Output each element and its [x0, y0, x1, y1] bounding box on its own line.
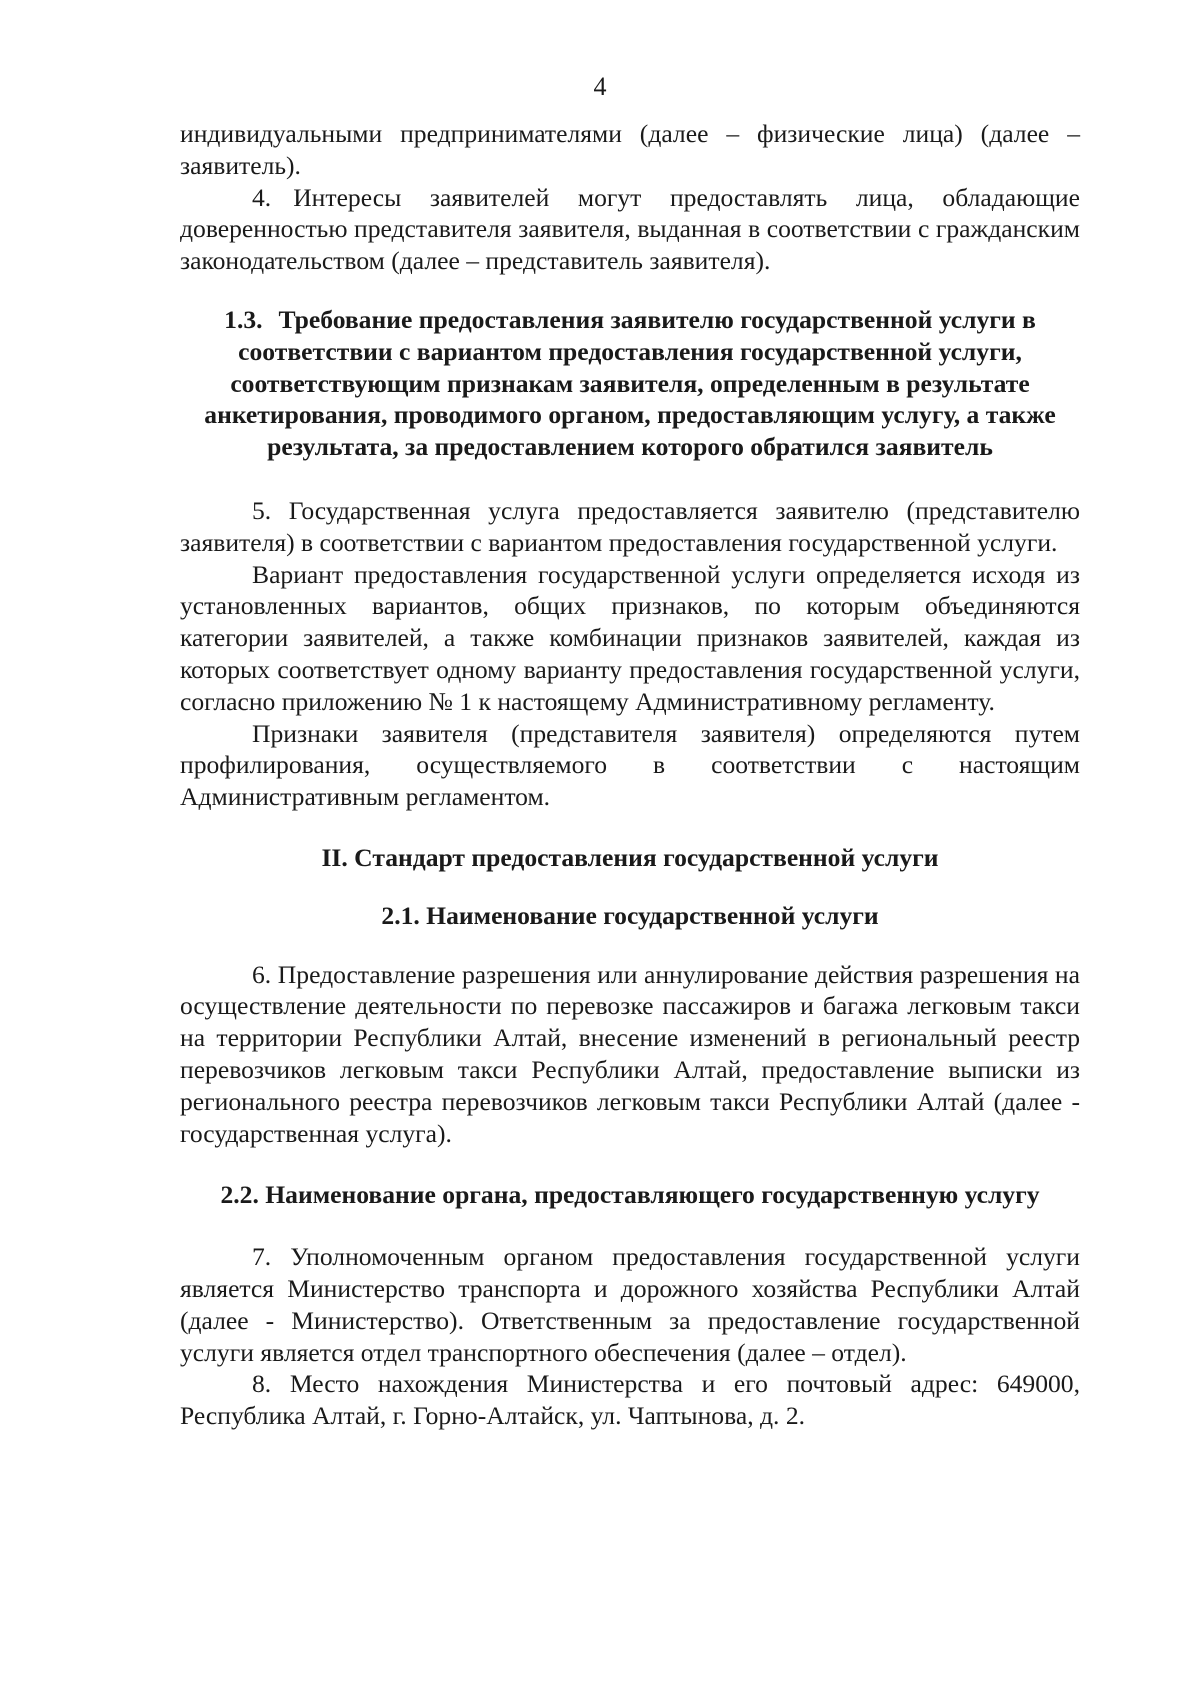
- paragraph-5: 5. Государственная услуга предоставляется заявителю (представителю заявителя) в соответствии с вариантом предоставления государственной услуги.: [180, 495, 1080, 557]
- section-1-3-title: Требование предоставления заявителю государственной услуги в соответствии с вариантом предоставления государственной услуги, соответствующим признакам заявителя, определенным в результате анкетирования, проводимого органом, предоставляющим услугу, а также результата, за предоставлением которого обратился заявитель: [204, 304, 1056, 462]
- section-1-3-number: 1.3.: [224, 304, 263, 334]
- section-2-1-heading: 2.1. Наименование государственной услуги: [381, 900, 879, 930]
- paragraph-6: 6. Предоставление разрешения или аннулирование действия разрешения на осуществление деятельности по перевозке пассажиров и багажа легковым такси на территории Республики Алтай, внесение изменений в региональный реестр перевозчиков легковым такси Республики Алтай, предоставление выписки из регионального реестра перевозчиков легковым такси Республики Алтай (далее - государственная услуга).: [180, 959, 1080, 1148]
- paragraph-4-text: Интересы заявителей могут предоставлять лица, обладающие доверенностью представителя заявителя, выданная в соответствии с гражданским законодательством (далее – представитель заявителя).: [180, 182, 1080, 276]
- paragraph-8: 8. Место нахождения Министерства и его почтовый адрес: 649000, Республика Алтай, г. Горно-Алтайск, ул. Чаптынова, д. 2.: [180, 1369, 1080, 1431]
- paragraph-4: [180, 182, 1080, 277]
- section-2-2-heading: 2.2. Наименование органа, предоставляющего государственную услугу: [220, 1180, 1040, 1210]
- document-body: [180, 118, 1080, 1432]
- paragraph-7: 7. Уполномоченным органом предоставления государственной услуги является Министерство транспорта и дорожного хозяйства Республики Алтай (далее - Министерство). Ответственным за предоставление государственной услуги является отдел транспортного обеспечения (далее – отдел).: [180, 1242, 1080, 1367]
- paragraph-5-variant: Вариант предоставления государственной услуги определяется исходя из установленных вариантов, общих признаков, по которым объединяются категории заявителей, а также комбинации признаков заявителей, каждая из которых соответствует одному варианту предоставления государственной услуги, согласно приложению № 1 к настоящему Административному регламенту.: [180, 559, 1080, 716]
- paragraph-continuation: индивидуальными предпринимателями (далее – физические лица) (далее – заявитель).: [180, 119, 1080, 180]
- paragraph-4-number: 4.: [252, 182, 272, 212]
- section-1-3-heading: [180, 304, 1080, 463]
- paragraph-5-signs: Признаки заявителя (представителя заявителя) определяются путем профилирования, осуществляемого в соответствии с настоящим Административным регламентом.: [180, 718, 1080, 812]
- page-number: 4: [593, 72, 607, 101]
- section-II-heading: II. Стандарт предоставления государственной услуги: [321, 842, 939, 872]
